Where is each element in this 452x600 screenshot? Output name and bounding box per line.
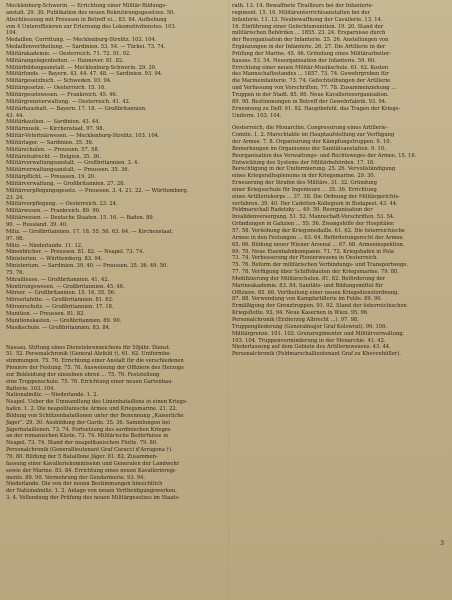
index-line: Munition. — Preussen. 81. 82.	[6, 310, 85, 317]
index-line: 103. 104. Truppenverminderung in der Monarchie. 41. 42.	[232, 337, 386, 344]
index-line: Neapel. Ueber die Umwandlung des Linienbataillons in einen Kriegs-	[6, 399, 188, 406]
index-line: Militärpflicht. — Preussen. 19. 20.	[6, 174, 96, 181]
index-line: Ergänzungen in der Infanterie. 26. 27. Die Artillerie in der	[232, 44, 386, 51]
index-line: fassung einer Kavalleriekommission und Generalen der Landwehr	[6, 460, 180, 467]
index-line: Berechtigung in der Uniformierung. 25. 26. Vervollständigung	[232, 166, 396, 173]
index-line: Militärfonds. — Bayern. 43. 44. 47. 48. — Sardinien. 93. 94.	[6, 71, 163, 78]
index-line: 87. 88. Verwendung von Kampfartillerie im Felde. 89. 90.	[232, 296, 383, 303]
index-line: Feldmarschall Radetzky ... 49. 50. Reorganisation der	[232, 207, 373, 214]
index-line: 3. 4. Vollendung der Prüfung des neuen Militärgesetzes im Staats-	[6, 495, 180, 502]
index-line: Ernennung zu Deff. 91. 92. Hauptbefehl. das Tragen der Kriegs-	[232, 105, 400, 112]
index-line: Militärverwaltungsanstalt. — Großbritannien. 3. 4.	[6, 160, 139, 167]
index-line: der Reorganisation der Infanterie. 25. 26. Anstellungen von	[232, 37, 389, 44]
column-divider	[228, 0, 229, 600]
index-line: 57. 58. Verleihung der Kriegsmedaille. 61. 62. Die österreichische	[232, 228, 405, 234]
index-line: Militärmusik. — Kirchenstaat. 97. 98.	[6, 126, 105, 133]
index-line: Neapel. 73. 74. Stand der neapolitanischen Flotte. 79. 80.	[6, 440, 158, 447]
index-line: Pioniere der Festung. 75. 76. Ausweisung der Offiziere des Herzogs	[6, 365, 184, 372]
index-line: Militärstrafrecht. — Belgien. 35. 36.	[6, 153, 101, 160]
right-index-entries-bottom	[232, 125, 446, 358]
index-line: Modifizierung der Militärschulen. 81. 82. Beförderung der	[232, 275, 386, 282]
index-line: sowie der Marine. 83. 84. Errichtung eines neuen Kavallerieregi-	[6, 467, 177, 474]
index-line: und Verfassung von Vorschriften. 77. 78. Zusammenziehung ...	[232, 85, 397, 92]
index-line: Ermäßigung der Grenztruppen. 91. 92. Stand der österreichischen	[232, 303, 407, 310]
index-line: Mörserschutz. — Großbritannien. 17. 18.	[6, 304, 114, 311]
index-line: Militärverwaltung. — Großbritannien. 27. 28.	[6, 180, 126, 187]
index-line: Erneuerung der Strafen des Militärs. 31. 32. Gründung	[232, 180, 377, 187]
index-line: Offiziere. 85. 86. Vertheilung einer neuen Kriegsdienstordnung.	[232, 289, 400, 296]
index-line: Niederlande. Die von der neuen Bestimmungen hinsichtlich	[6, 481, 163, 488]
index-line: Militärgesetzbuch. — Schweden. 93. 94.	[6, 78, 112, 85]
index-line: Marineakademie. 83. 84. Sanitäts- und Bildungsmittel für	[232, 282, 383, 289]
index-line: Militärgrenzverwaltung. — Oesterreich. 41. 42.	[6, 98, 131, 105]
index-line: Gründungen in Galizien ... 55. 56. Zwangshilfe der Hospitäler.	[232, 221, 395, 228]
index-line: Munitionskasten. — Großbritannien. 89. 90.	[6, 317, 122, 324]
index-line: Uniform. 103. 104.	[232, 112, 282, 119]
index-line: zur Bekleidung der einzelnen ehren ... 75. 76. Feststellung	[6, 371, 160, 378]
index-line: 97. 98.	[6, 235, 25, 242]
index-line: 75. 76. Reform der militärischen Verbindungs- und Transportwege.	[232, 262, 409, 269]
index-line: Montirungswesen. — Großbritannien. 45. 46.	[6, 283, 125, 290]
index-line: regiment. 15. 16. Militärunterrichtsanstalten bei der	[232, 9, 371, 16]
index-line: Militärakademie. — Oesterreich. 71. 72. 91. 92.	[6, 50, 131, 57]
index-line: Militärgesetze. — Oesterreich. 15. 16.	[6, 85, 106, 92]
index-line: eine Truppenschule. 75. 76. Errichtung einer neuen Gartenbau-	[6, 378, 174, 385]
index-line: 79. 80. Bildung der 5 Bataillone Jäger. 81. 82. Zusammen-	[6, 454, 158, 460]
index-line: rath. 13. 14. Bewaffnete Tirailleurs bei der Infanterie-	[232, 3, 374, 9]
index-line: Militärlager. — Sardinien. 35. 36.	[6, 139, 94, 146]
index-line: Militärschulen. — Preussen. 57. 58.	[6, 146, 100, 153]
index-line: verfahren. 39. 40. Der Cadetten-Kollegium in Budapest. 43. 44.	[232, 200, 398, 207]
index-line: Nationalmiliz. — Niederlande. 1. 2.	[6, 392, 99, 399]
index-line: Ministerium. — Sardinien. 39. 40. — Preussen. 35. 36. 49. 50.	[6, 263, 168, 270]
index-line: die Marineinfanterie. 73. 74. Gefechtsübungen der Artillerie	[232, 78, 391, 85]
index-line: hafen. 1. 2. Die neapolitanische Armee und Kriegsmarine. 21. 22.	[6, 406, 178, 413]
index-line: eines Kriegsrathsplenums in der Kriegsmarine. 29. 30.	[232, 173, 376, 180]
index-line: Minenbücher. — Preussen. 81. 82. — Neapel. 73. 74.	[6, 249, 144, 256]
index-line: 16. Einführung einer Gefechtsmunition. 19. 20. Stand der	[232, 23, 384, 30]
index-line: Jäger“. 29. 30. Ausbildung der Garde. 35. 36. Sammlungen bei	[6, 419, 170, 426]
index-line: Musikschule. — Großbritannien. 83. 84.	[6, 324, 111, 331]
index-line: Militärbildungsanstalt. — Mecklenburg-Schwerin. 29. 30.	[6, 64, 157, 71]
index-line: Jägerbataillonen. 73. 74. Fortsetzung des sardinischen Krieges	[6, 426, 171, 433]
page-number: 3	[440, 540, 444, 547]
index-line: Militärwesen. — Deutsche Staaten. 15. 16. — Baden. 89.	[6, 215, 155, 222]
index-line: 65. 66. Bildung neuer Wiener Arsenal ... 67. 68. Armeeinspektion.	[232, 241, 405, 248]
left-index-entries-top	[6, 3, 226, 332]
index-line: Mörserlafette. — Großbritannien. 81. 82.	[6, 297, 114, 304]
index-line: 51. 52. Personalchronik (General Alefeld †). 61. 62. Uniformbe-	[6, 351, 172, 358]
index-line: stimmungen. 75. 76. Errichtung einer Anstalt für die verschiedenen	[6, 358, 184, 365]
index-line: 89. 90. Bestimmungen in Betreff der Gewehrfabrik. 93. 94.	[232, 98, 387, 105]
index-line: ments. 89. 90. Vermehrung der Gendarmerie. 93. 94.	[6, 474, 146, 481]
index-line: Militärwesen. — Frankreich. 89. 90.	[6, 208, 101, 215]
index-line: des Mannschaftsstandes ... 1857. 73. 74. Gewehrproben für	[232, 71, 389, 78]
index-line: von 4 Unteroffizieren zur Erlernung des Lokomotivdienstes. 103.	[6, 23, 177, 30]
index-line: Militärgrenze. 101. 102. Grenzregimenter und Militärverwaltung.	[232, 330, 405, 337]
index-line: Miliz. — Niederlande. 11. 12.	[6, 242, 83, 249]
index-line: 43. 44.	[6, 112, 25, 119]
index-line: Mecklenburg-Schwerin. — Errichtung einer Militär-Bildungs-	[6, 3, 167, 9]
index-line: 73. 74. Verbesserung der Pionierwesens in Oesterreich.	[232, 255, 379, 262]
index-line: Prüfung der Marine. 45. 46. Gründung eines Militärarbeiter-	[232, 50, 391, 57]
index-line: einer Kriegsschule für Ingenieure ... 35. 36. Errichtung	[232, 186, 377, 193]
index-line: Miliz. — Großbritannien. 17. 18. 55. 56. 63. 64. — Kirchenstaat.	[6, 228, 174, 235]
index-line: 104.	[6, 30, 18, 37]
index-line: 69. 70. Neue Eisenbahnkompanie. 71. 72. Kriegshafen in Pola	[232, 248, 394, 255]
index-line: 90. — Russland. 39. 40.	[6, 222, 68, 228]
index-line: Reorganisation des Verwaltungs- und Rechtsweges der Armee. 15. 16.	[232, 152, 417, 159]
index-line: Kriegsflotte. 93. 94. Neue Kasernen in Wien. 95. 96.	[232, 310, 369, 317]
index-line: Militärverpflegungsgesetz. — Preussen. 3. 4. 21. 22. — Württemberg.	[6, 187, 189, 194]
index-line: Infanterie. 11. 12. Neubewaffnung der Cavallerie. 13. 14.	[232, 16, 383, 23]
index-line: Militärkaution. — Sardinien. 43. 44.	[6, 119, 101, 126]
index-line: Militärverwaltungsanstalt. — Preussen. 35. 36.	[6, 167, 130, 174]
index-line: 77. 78. Verfügung über Schiffsbauten der Kriegsmarine. 79. 80.	[232, 269, 399, 276]
right-index-entries-top	[232, 3, 446, 119]
index-line: Personalchronik (Generallieutenant Graf Caracci d'Arragona †).	[6, 447, 173, 454]
index-line: der Armee. 7. 8. Organisirung der Kämpfungstruppen. 9. 10.	[232, 139, 392, 146]
index-line: Comité. 1. 2. Marschtable im Hauptaufstellung zur Verfügung	[232, 132, 395, 139]
index-line: Errichtung einer neuen Militär-Musikschule. 61. 62. Kosten	[232, 64, 389, 71]
index-line: Personalchronik (Feldmarschallieutenant Graf zu Khevenhüller).	[232, 351, 401, 358]
index-line: Bildung von Schützenbataillonen unter der Benennung „Kaiserliche	[6, 412, 184, 419]
index-line: Militärgesetzwesen. — Frankreich. 45. 46.	[6, 91, 118, 98]
index-line: Militärangelegenheiten. — Hannover. 81. 82.	[6, 57, 124, 64]
index-line: Entwicklung des Systems der Militärbehörden. 17. 18.	[232, 159, 375, 166]
index-line: Militärverpflegung. — Oesterreich. 23. 24.	[6, 201, 118, 208]
index-line: Militärhaushalt. — Bayern. 17. 18. — Großbritannien.	[6, 105, 147, 112]
index-line: der Nationalmiliz. 1. 2. Anlage von neuen Vertheidigungswerken.	[6, 488, 177, 495]
index-line: Abschliessung mit Preussen in Betreff ei... 83. 84. Aufhebung	[6, 16, 167, 23]
index-line: Armee in den Festungen ... 63. 64. Beförderungsrecht der Armee.	[232, 234, 405, 241]
index-line: Mörser. — Großbritannien. 15. 16. 55. 56.	[6, 290, 116, 297]
left-column	[6, 3, 226, 502]
index-line: an der romanischen Küste. 73. 74. Militärische Bedürfnisse in	[6, 433, 169, 440]
index-line: 23. 24.	[6, 194, 25, 201]
index-line: Personalchronik (Erzherzog Albrecht ...). 97. 98.	[232, 316, 359, 323]
index-line: militärischen Behörden ... 1855. 23. 24. Ersparnisse durch	[232, 30, 386, 37]
index-line: Bemerkungen im Organismus der Sanitätsanstalten. 9. 10.	[232, 145, 386, 152]
index-line: Niederlassung auf dem Gebiete des Artilleriewesens. 43. 44.	[232, 344, 391, 351]
index-line: hauses. 53. 54. Neuorganisation der Infanterie. 59. 60.	[232, 57, 376, 64]
index-line: Oesterreich, die Monarchie. Congressirung eines Artillerie-	[232, 125, 388, 132]
index-line: Truppen in der Stadt. 85. 86. Neue Kavalleriesorganisation.	[232, 91, 389, 98]
index-line: Invalidenversorgung. 51. 52. Mannschaft-Vorschriften. 53. 54.	[232, 214, 395, 221]
index-line: anstalt. 29. 30. Publikation des neuen Rekrutirungsgesetzes. 50.	[6, 9, 175, 16]
index-line: eines Artilleriekorps ... 37. 38. Die Ordnung der Militärgerichts-	[232, 193, 400, 200]
index-line: 75. 76.	[6, 269, 25, 276]
index-line: Truppengliederung (Generalmajor Graf Kolowrat). 99. 100.	[232, 323, 387, 330]
index-line: Medaillenvertheilung. — Sardinien. 53. 54. — Türkei. 73. 74.	[6, 44, 166, 51]
index-line: Mitrailleuse. — Großbritannien. 41. 42.	[6, 276, 110, 283]
index-line: Batterie. 103. 104.	[6, 385, 56, 392]
index-line: Ministerien. — Württemberg. 83. 94.	[6, 256, 103, 263]
left-index-entries-bottom	[6, 345, 226, 502]
index-line: Medaillen, Cerrittung. — Mecklenburg-Strelitz. 103. 104.	[6, 37, 157, 44]
index-line: Nassau. Stiftung eines Dienstehrenzeichens für 50jähr. Dienst.	[6, 344, 171, 351]
index-line: Militär-Veterinärwesen. — Mecklenburg-Strelitz. 103. 104.	[6, 133, 160, 140]
right-column	[232, 3, 446, 358]
